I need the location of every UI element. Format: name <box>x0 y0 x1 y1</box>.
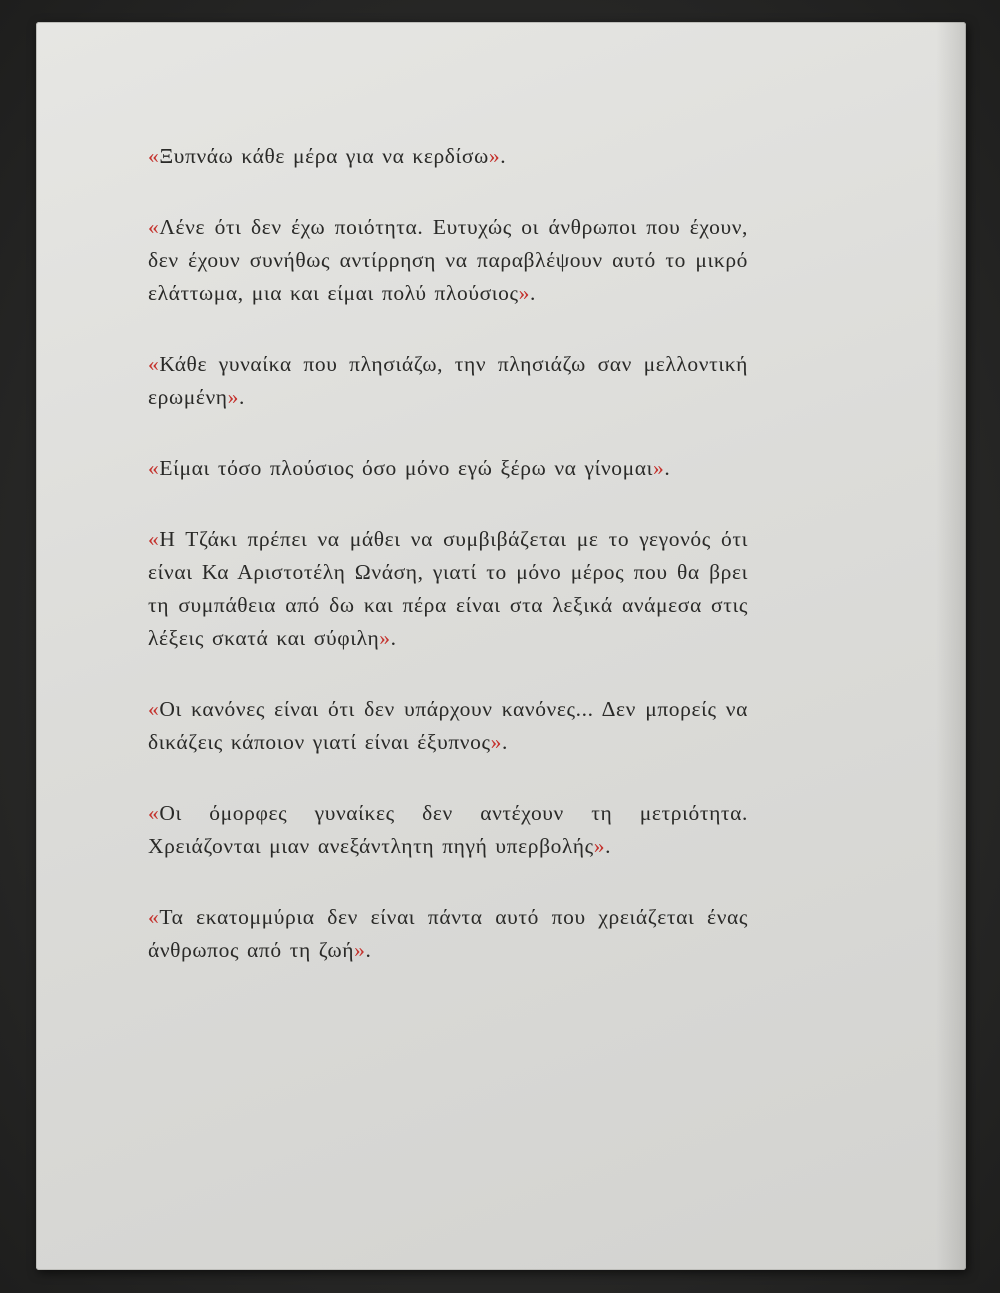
close-quote-mark: » <box>379 626 391 650</box>
open-quote-mark: « <box>148 527 160 551</box>
quote-text: Τα εκατομμύρια δεν είναι πάντα αυτό που χρειάζεται ένας άνθρωπος από τη ζωή <box>148 905 748 962</box>
quote-2 <box>148 211 748 310</box>
quote-text: Είμαι τόσο πλούσιος όσο μόνο εγώ ξέρω να γίνομαι <box>159 456 654 480</box>
open-quote-mark: « <box>148 144 160 168</box>
quote-end: . <box>664 456 671 480</box>
quote-text: Κάθε γυναίκα που πλησιάζω, την πλησιάζω σαν μελλοντική ερωμένη <box>148 352 748 409</box>
close-quote-mark: » <box>227 385 239 409</box>
quote-5 <box>148 523 748 655</box>
quote-text: Οι κανόνες είναι ότι δεν υπάρχουν κανόνες... Δεν μπορείς να δικάζεις κάποιον γιατί είναι έξυπνος <box>148 697 748 754</box>
open-quote-mark: « <box>148 352 160 376</box>
close-quote-mark: » <box>488 144 501 168</box>
close-quote-mark: » <box>653 456 665 480</box>
quote-text: Η Τζάκι πρέπει να μάθει να συμβιβάζεται με το γεγονός ότι είναι Κα Αριστοτέλη Ωνάση, γιατί το μόνο μέρος που θα βρει τη συμπάθεια από δω και πέρα είναι στα λεξικά ανάμεσα στις λέξεις σκατά και σύφιλη <box>148 527 748 650</box>
quote-1 <box>148 140 748 173</box>
quotes-list <box>148 140 748 1005</box>
quote-end: . <box>530 281 536 305</box>
quote-end: . <box>390 626 397 650</box>
quote-8 <box>148 901 748 967</box>
quote-end: . <box>500 144 507 168</box>
quote-7 <box>148 797 748 863</box>
quote-text: Ξυπνάω κάθε μέρα για να κερδίσω <box>159 144 489 168</box>
open-quote-mark: « <box>148 215 160 239</box>
close-quote-mark: » <box>593 834 606 858</box>
open-quote-mark: « <box>148 697 160 721</box>
open-quote-mark: « <box>148 801 160 825</box>
quote-text: Λένε ότι δεν έχω ποιότητα. Ευτυχώς οι άνθρωποι που έχουν, δεν έχουν συνήθως αντίρρηση να παραβλέψουν αυτό το μικρό ελάττωμα, μια και είμαι πολύ πλούσιος <box>148 215 748 305</box>
close-quote-mark: » <box>518 281 531 305</box>
quote-3 <box>148 348 748 414</box>
quote-4 <box>148 452 748 485</box>
open-quote-mark: « <box>148 456 160 480</box>
cover-edge-shadow <box>936 22 966 1270</box>
quote-end: . <box>605 834 612 858</box>
quote-end: . <box>239 385 245 409</box>
close-quote-mark: » <box>490 730 502 754</box>
quote-end: . <box>501 730 508 754</box>
close-quote-mark: » <box>354 938 366 962</box>
quote-end: . <box>365 938 372 962</box>
open-quote-mark: « <box>148 905 160 929</box>
quote-text: Οι όμορφες γυναίκες δεν αντέχουν τη μετριότητα. Χρειάζονται μιαν ανεξάντλητη πηγή υπερβολής <box>148 801 748 858</box>
book-back-cover <box>36 22 966 1270</box>
quote-6 <box>148 693 748 759</box>
